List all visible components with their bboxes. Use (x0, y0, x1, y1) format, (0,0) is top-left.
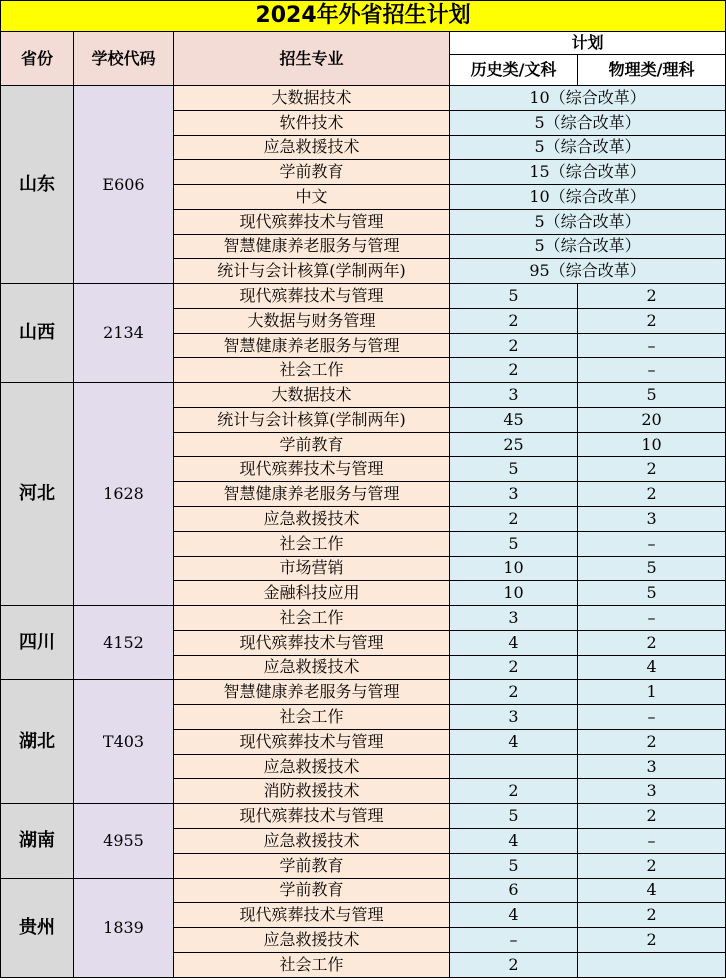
major-cell: 现代殡葬技术与管理 (174, 457, 450, 482)
major-cell: 统计与会计核算(学制两年) (174, 259, 450, 284)
plan-physics-cell: 2 (578, 928, 726, 953)
plan-combined-cell: 5（综合改革） (450, 135, 726, 160)
plan-physics-cell: 2 (578, 482, 726, 507)
major-cell: 社会工作 (174, 952, 450, 977)
plan-physics-cell: 20 (578, 407, 726, 432)
school-code-cell: 2134 (74, 284, 174, 383)
plan-history-cell: – (450, 928, 578, 953)
plan-history-cell: 2 (450, 655, 578, 680)
plan-physics-cell: 2 (578, 308, 726, 333)
plan-combined-cell: 5（综合改革） (450, 209, 726, 234)
table-row (1, 878, 726, 903)
school-code-cell: 4152 (74, 606, 174, 680)
header-province: 省份 (1, 32, 74, 86)
table-row (1, 606, 726, 631)
plan-history-cell: 5 (450, 457, 578, 482)
major-cell: 应急救援技术 (174, 135, 450, 160)
province-cell: 山西 (1, 284, 74, 383)
major-cell: 软件技术 (174, 110, 450, 135)
plan-history-cell: 2 (450, 952, 578, 977)
plan-history-cell: 2 (450, 308, 578, 333)
plan-history-cell: 2 (450, 779, 578, 804)
plan-history-cell: 5 (450, 804, 578, 829)
plan-physics-cell: 2 (578, 284, 726, 309)
plan-combined-cell: 15（综合改革） (450, 160, 726, 185)
school-code-cell: E606 (74, 86, 174, 284)
major-cell: 应急救援技术 (174, 928, 450, 953)
major-cell: 统计与会计核算(学制两年) (174, 407, 450, 432)
header-history: 历史类/文科 (450, 55, 578, 86)
plan-physics-cell (578, 952, 726, 977)
header-plan: 计划 (450, 32, 726, 55)
plan-history-cell: 5 (450, 531, 578, 556)
major-cell: 现代殡葬技术与管理 (174, 804, 450, 829)
plan-physics-cell: – (578, 606, 726, 631)
major-cell: 现代殡葬技术与管理 (174, 209, 450, 234)
plan-physics-cell: 3 (578, 754, 726, 779)
plan-physics-cell: – (578, 705, 726, 730)
table-row (1, 284, 726, 309)
major-cell: 应急救援技术 (174, 754, 450, 779)
major-cell: 现代殡葬技术与管理 (174, 729, 450, 754)
table-row (1, 804, 726, 829)
table-row (1, 86, 726, 111)
plan-combined-cell: 10（综合改革） (450, 185, 726, 210)
plan-history-cell: 5 (450, 853, 578, 878)
major-cell: 学前教育 (174, 160, 450, 185)
province-cell: 河北 (1, 383, 74, 606)
plan-history-cell (450, 754, 578, 779)
major-cell: 大数据技术 (174, 383, 450, 408)
province-cell: 山东 (1, 86, 74, 284)
plan-physics-cell: – (578, 358, 726, 383)
header-physics: 物理类/理科 (578, 55, 726, 86)
plan-history-cell: 45 (450, 407, 578, 432)
table-row (1, 383, 726, 408)
province-cell: 湖北 (1, 680, 74, 804)
plan-physics-cell: – (578, 333, 726, 358)
major-cell: 现代殡葬技术与管理 (174, 630, 450, 655)
plan-physics-cell: 2 (578, 457, 726, 482)
major-cell: 社会工作 (174, 606, 450, 631)
school-code-cell: 1839 (74, 878, 174, 977)
province-cell: 四川 (1, 606, 74, 680)
plan-history-cell: 25 (450, 432, 578, 457)
major-cell: 大数据技术 (174, 86, 450, 111)
plan-history-cell: 10 (450, 581, 578, 606)
major-cell: 大数据与财务管理 (174, 308, 450, 333)
plan-physics-cell: 2 (578, 804, 726, 829)
plan-physics-cell: 2 (578, 903, 726, 928)
major-cell: 社会工作 (174, 705, 450, 730)
school-code-cell: T403 (74, 680, 174, 804)
plan-physics-cell: – (578, 828, 726, 853)
plan-history-cell: 2 (450, 333, 578, 358)
plan-physics-cell: 5 (578, 556, 726, 581)
plan-physics-cell: – (578, 531, 726, 556)
major-cell: 智慧健康养老服务与管理 (174, 333, 450, 358)
plan-history-cell: 4 (450, 729, 578, 754)
major-cell: 市场营销 (174, 556, 450, 581)
plan-physics-cell: 3 (578, 507, 726, 532)
plan-history-cell: 10 (450, 556, 578, 581)
major-cell: 学前教育 (174, 432, 450, 457)
major-cell: 应急救援技术 (174, 828, 450, 853)
plan-history-cell: 3 (450, 606, 578, 631)
plan-combined-cell: 10（综合改革） (450, 86, 726, 111)
table-body (1, 86, 726, 978)
plan-history-cell: 3 (450, 383, 578, 408)
major-cell: 智慧健康养老服务与管理 (174, 680, 450, 705)
major-cell: 社会工作 (174, 531, 450, 556)
school-code-cell: 1628 (74, 383, 174, 606)
province-cell: 湖南 (1, 804, 74, 878)
major-cell: 消防救援技术 (174, 779, 450, 804)
plan-physics-cell: 5 (578, 383, 726, 408)
plan-history-cell: 4 (450, 630, 578, 655)
major-cell: 现代殡葬技术与管理 (174, 284, 450, 309)
province-cell: 贵州 (1, 878, 74, 977)
major-cell: 社会工作 (174, 358, 450, 383)
major-cell: 现代殡葬技术与管理 (174, 903, 450, 928)
plan-physics-cell: 10 (578, 432, 726, 457)
plan-history-cell: 2 (450, 507, 578, 532)
major-cell: 智慧健康养老服务与管理 (174, 482, 450, 507)
plan-history-cell: 4 (450, 828, 578, 853)
plan-history-cell: 2 (450, 680, 578, 705)
plan-physics-cell: 5 (578, 581, 726, 606)
plan-history-cell: 4 (450, 903, 578, 928)
school-code-cell: 4955 (74, 804, 174, 878)
plan-combined-cell: 95（综合改革） (450, 259, 726, 284)
plan-physics-cell: 2 (578, 630, 726, 655)
header-major: 招生专业 (174, 32, 450, 86)
major-cell: 中文 (174, 185, 450, 210)
plan-physics-cell: 4 (578, 878, 726, 903)
major-cell: 学前教育 (174, 878, 450, 903)
plan-history-cell: 3 (450, 482, 578, 507)
plan-combined-cell: 5（综合改革） (450, 110, 726, 135)
plan-combined-cell: 5（综合改革） (450, 234, 726, 259)
major-cell: 学前教育 (174, 853, 450, 878)
plan-history-cell: 2 (450, 358, 578, 383)
plan-physics-cell: 1 (578, 680, 726, 705)
plan-physics-cell: 4 (578, 655, 726, 680)
major-cell: 智慧健康养老服务与管理 (174, 234, 450, 259)
major-cell: 应急救援技术 (174, 655, 450, 680)
plan-physics-cell: 2 (578, 729, 726, 754)
major-cell: 应急救援技术 (174, 507, 450, 532)
plan-history-cell: 3 (450, 705, 578, 730)
table-row (1, 680, 726, 705)
plan-history-cell: 6 (450, 878, 578, 903)
plan-physics-cell: 3 (578, 779, 726, 804)
plan-physics-cell: 2 (578, 853, 726, 878)
major-cell: 金融科技应用 (174, 581, 450, 606)
header-school-code: 学校代码 (74, 32, 174, 86)
plan-history-cell: 5 (450, 284, 578, 309)
page-title: 2024年外省招生计划 (1, 1, 726, 32)
